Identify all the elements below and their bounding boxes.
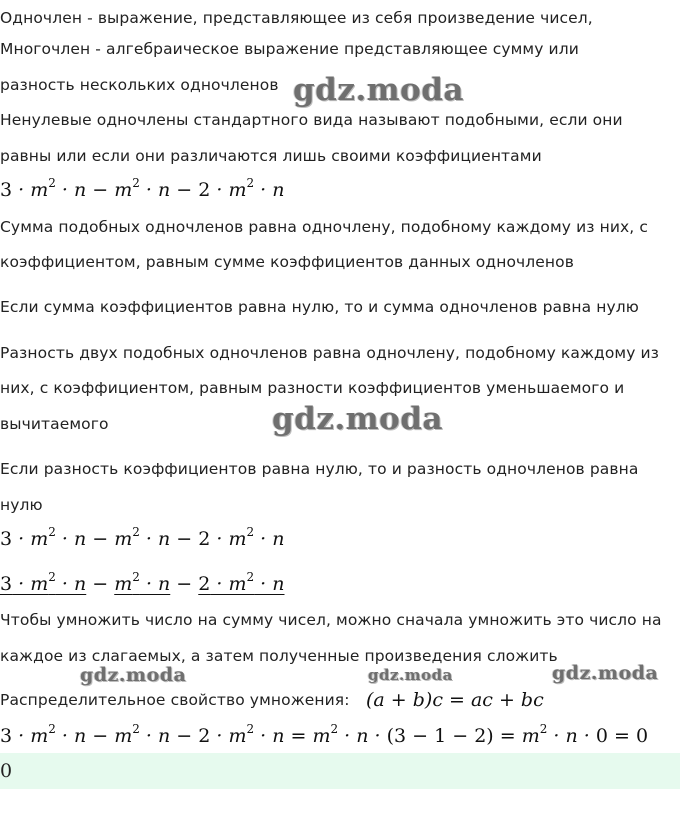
text-line: равны или если они различаются лишь своими коэффициентами [0,147,542,165]
answer-box [0,753,680,789]
text-line: вычитаемого [0,415,109,433]
text-line: Разность двух подобных одночленов равна одночлену, подобному каждому из [0,344,660,362]
text-line: каждое из слагаемых, а затем полученные произведения сложить [0,647,558,665]
watermark-logo: gdz.moda [80,664,187,686]
distributive-formula: (a + b)c = ac + bc [366,689,544,711]
text-line: Многочлен - алгебраическое выражение представляющее сумму или [0,40,579,58]
watermark-logo: gdz.moda [272,401,443,437]
formula-expression-2: $3 \cdot m^2 \cdot n - m^2 \cdot n - 2 \cdot m^2 \cdot n$ [0,525,285,550]
answer-value: 0 [0,760,13,782]
text-line: Если разность коэффициентов равна нулю, то и разность одночленов равна [0,460,639,478]
watermark-logo: gdz.moda [293,72,464,108]
text-line: Если сумма коэффициентов равна нулю, то и сумма одночленов равна нулю [0,298,639,316]
text-line: коэффициентом, равным сумме коэффициентов данных одночленов [0,253,574,271]
text-line: разность нескольких одночленов [0,76,279,94]
text-line: Ненулевые одночлены стандартного вида называют подобными, если они [0,111,623,129]
formula-expression-1: $3 \cdot m^2 \cdot n - m^2 \cdot n - 2 \cdot m^2 \cdot n$ [0,176,285,201]
text-line: Распределительное свойство умножения: [0,691,350,709]
text-line: Одночлен - выражение, представляющее из себя произведение чисел, [0,9,593,27]
watermark-logo: gdz.moda [368,666,453,684]
formula-expression-underlined: $3 \cdot m^2 \cdot n - m^2 \cdot n - 2 \cdot m^2 \cdot n$ [0,570,285,595]
watermark-logo: gdz.moda [552,662,659,684]
text-line: Чтобы умножить число на сумму чисел, можно сначала умножить это число на [0,611,662,629]
text-line: нулю [0,496,43,514]
text-line: них, с коэффициентом, равным разности коэффициентов уменьшаемого и [0,379,625,397]
final-equation: $3 \cdot m^2 \cdot n - m^2 \cdot n - 2 \cdot m^2 \cdot n = m^2 \cdot n \cdot (3 - 1 - 2) = m^2 \cdot n \cdot 0 = 0$ [0,722,649,747]
text-line: Сумма подобных одночленов равна одночлену, подобному каждому из них, с [0,218,648,236]
